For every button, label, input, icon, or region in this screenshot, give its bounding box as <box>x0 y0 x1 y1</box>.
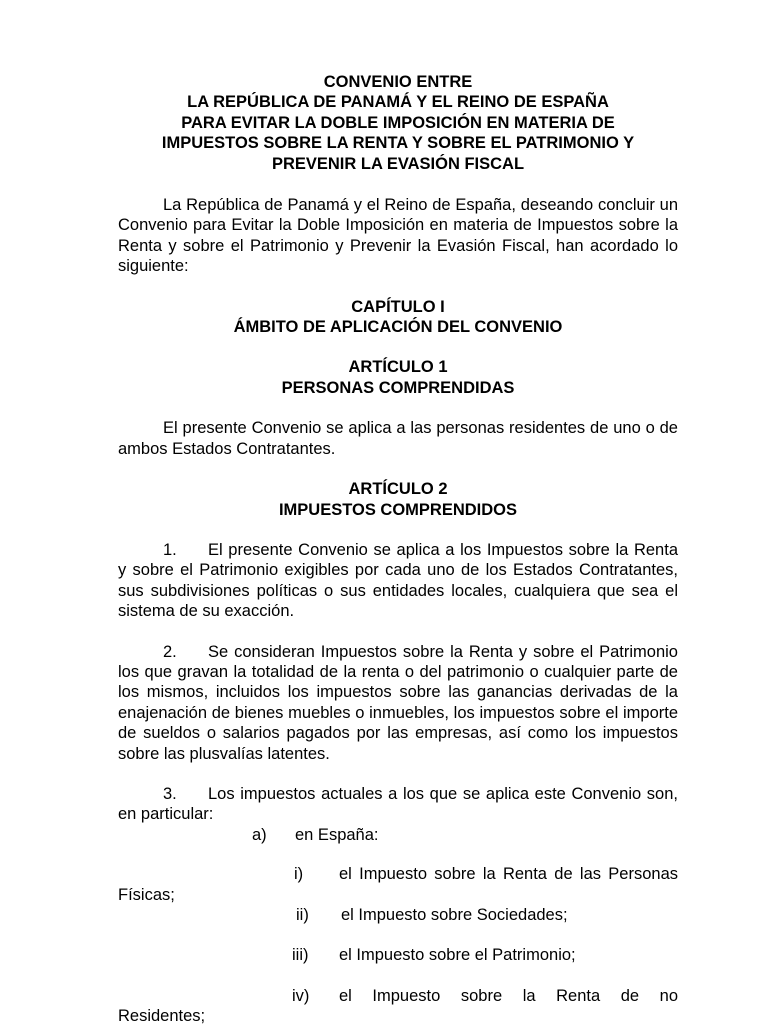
article-name: PERSONAS COMPRENDIDAS <box>281 378 515 397</box>
title-line: PARA EVITAR LA DOBLE IMPOSICIÓN EN MATERIA DE <box>181 113 615 132</box>
subsection-a <box>118 825 678 845</box>
article-2-paragraph-2 <box>118 642 678 764</box>
article-2-paragraph-1 <box>118 540 678 622</box>
title-line: PREVENIR LA EVASIÓN FISCAL <box>271 154 525 173</box>
tax-item-i <box>118 864 678 905</box>
paragraph-number: 1. <box>163 540 177 559</box>
preamble-paragraph: La República de Panamá y el Reino de España, deseando concluir un Convenio para Evitar la Doble Imposición en materia de Impuestos sobre la Renta y sobre el Patrimonio y Prevenir la Evasión Fiscal, han acordado lo siguiente: <box>118 196 678 276</box>
tax-item-iv <box>118 986 678 1027</box>
item-number: i) <box>294 865 304 884</box>
document-page <box>118 72 678 1027</box>
title-line: IMPUESTOS SOBRE LA RENTA Y SOBRE EL PATRIMONIO Y <box>161 134 635 153</box>
chapter-heading <box>118 297 678 338</box>
tax-item-iii <box>118 945 678 965</box>
tax-item-ii <box>118 905 678 925</box>
article-number: ARTÍCULO 2 <box>348 480 448 499</box>
document-title <box>118 72 678 174</box>
item-text: el Impuesto sobre Sociedades; <box>341 905 568 924</box>
paragraph-text: Los impuestos actuales a los que se aplica este Convenio son, en particular: <box>118 784 678 824</box>
subsection-text: en España: <box>295 825 379 844</box>
paragraph-text: El presente Convenio se aplica a los Impuestos sobre la Renta y sobre el Patrimonio exigibles por cada uno de los Estados Contratantes, sus subdivisiones políticas o sus entidades locales, cualquiera que sea el sistema de su exacción. <box>118 540 678 621</box>
item-text: el Impuesto sobre la Renta de las Personas <box>339 865 678 884</box>
article-name: IMPUESTOS COMPRENDIDOS <box>278 500 518 519</box>
article-2-heading <box>118 479 678 520</box>
article-1-heading <box>118 357 678 398</box>
item-number: iii) <box>292 946 309 965</box>
item-number: ii) <box>296 905 309 924</box>
item-text: el Impuesto sobre la Renta de no <box>339 986 678 1005</box>
article-2-paragraph-3 <box>118 784 678 825</box>
article-number: ARTÍCULO 1 <box>348 358 448 377</box>
title-line: CONVENIO ENTRE <box>323 73 473 91</box>
subsection-label: a) <box>252 825 267 844</box>
paragraph-number: 3. <box>163 784 177 803</box>
paragraph-number: 2. <box>163 642 177 661</box>
title-line: LA REPÚBLICA DE PANAMÁ Y EL REINO DE ESPAÑA <box>187 93 609 112</box>
paragraph-text: Se consideran Impuestos sobre la Renta y sobre el Patrimonio los que gravan la totalidad de la renta o del patrimonio o cualquier parte de los mismos, incluidos los impuestos sobre las ganancias derivadas de la enajenación de bienes muebles o inmuebles, los impuestos sobre el importe de sueldos o salarios pagados por las empresas, así como los impuestos sobre las plusvalías latentes. <box>118 642 678 763</box>
chapter-number: CAPÍTULO I <box>351 297 445 316</box>
item-text-continued: Residentes; <box>118 1007 206 1026</box>
item-text: el Impuesto sobre el Patrimonio; <box>339 946 576 965</box>
chapter-name: ÁMBITO DE APLICACIÓN DEL CONVENIO <box>233 318 563 337</box>
item-text-continued: Físicas; <box>118 885 175 904</box>
item-number: iv) <box>292 986 310 1005</box>
article-1-text: El presente Convenio se aplica a las personas residentes de uno o de ambos Estados Contratantes. <box>118 419 678 458</box>
